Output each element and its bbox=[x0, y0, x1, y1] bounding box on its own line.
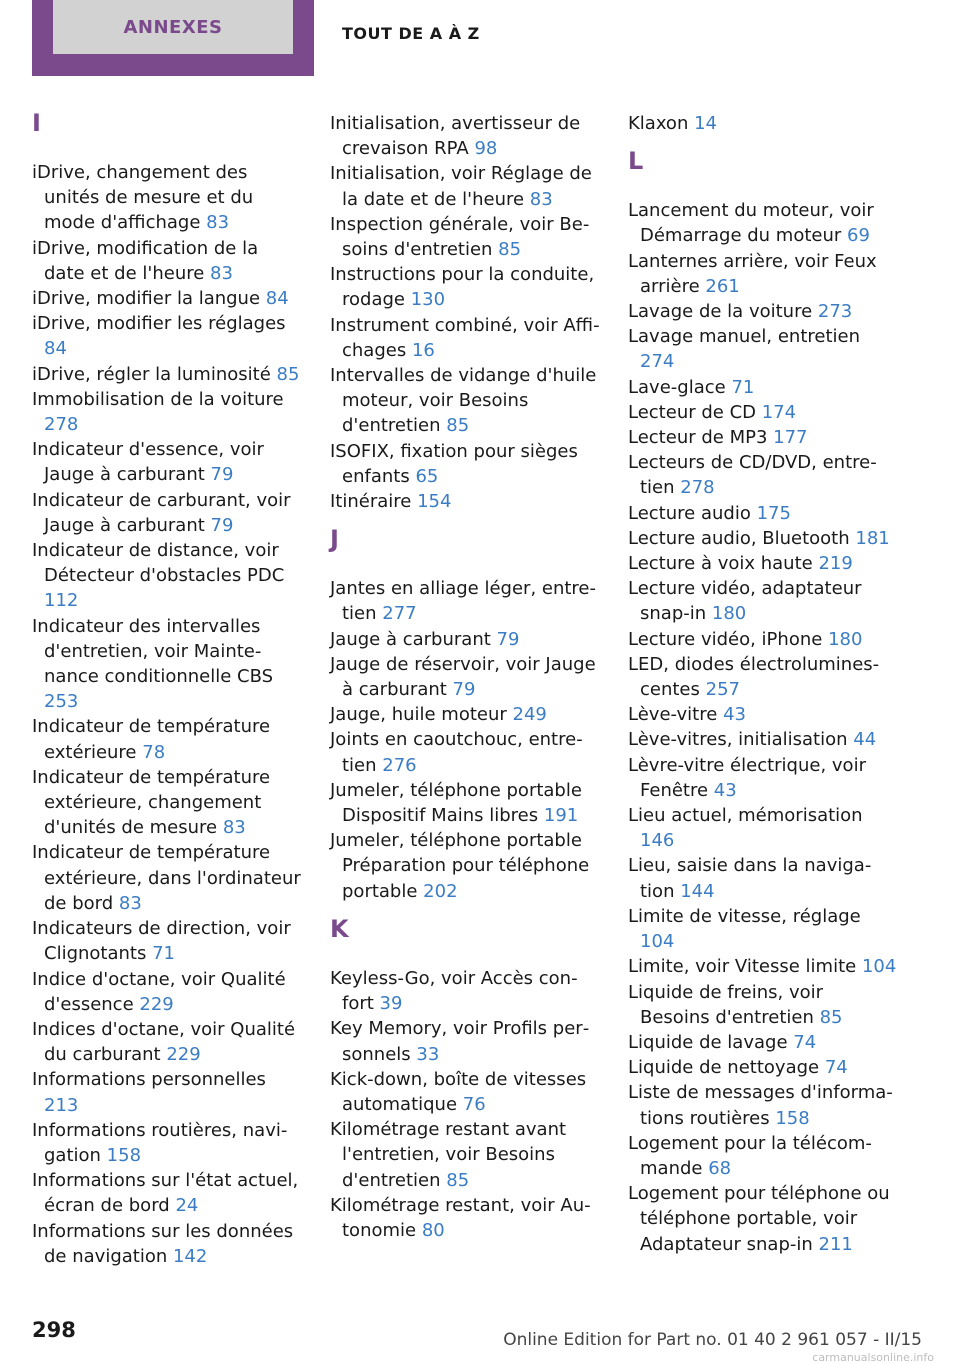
index-entry-text: Instrument combiné, voir Affichages bbox=[330, 314, 600, 361]
index-entry bbox=[330, 966, 600, 1016]
index-entry bbox=[628, 702, 898, 727]
index-entry-text: Kilométrage restant, voir Autonomie bbox=[330, 1194, 591, 1241]
index-entry-text: Jauge à carburant bbox=[330, 628, 491, 650]
index-entry bbox=[628, 111, 898, 136]
page-reference-link[interactable]: 84 bbox=[44, 338, 67, 360]
index-entry bbox=[628, 299, 898, 324]
index-entry bbox=[628, 753, 898, 803]
page-reference-link[interactable]: 39 bbox=[379, 993, 403, 1015]
index-entry-text: Indicateur de température extérieure, dans l'ordinateur de bord bbox=[32, 842, 301, 914]
index-entry bbox=[32, 1219, 302, 1269]
index-entry-text: Indicateur d'essence, voir Jauge à carburant bbox=[32, 439, 264, 486]
index-entry bbox=[628, 198, 898, 248]
index-letter-heading: L bbox=[628, 147, 644, 176]
page-reference-link[interactable]: 177 bbox=[773, 427, 808, 449]
index-entry-text: Inspection générale, voir Besoins d'entretien bbox=[330, 213, 590, 261]
index-entry-text: Lieu actuel, mémorisation bbox=[628, 805, 863, 827]
index-entry bbox=[330, 778, 600, 828]
index-entry bbox=[330, 212, 600, 262]
index-entry bbox=[32, 488, 302, 538]
index-entry bbox=[330, 702, 600, 727]
tab-annexes-label: ANNEXES bbox=[53, 0, 293, 54]
tab-annexes[interactable] bbox=[32, 0, 314, 76]
index-entry-text: Lecture vidéo, adaptateur snap-in bbox=[628, 578, 862, 625]
page-reference-link[interactable]: 104 bbox=[640, 931, 675, 953]
index-entry bbox=[628, 450, 898, 500]
index-entry bbox=[32, 160, 302, 236]
page-reference-link[interactable]: 180 bbox=[828, 628, 863, 650]
index-entry bbox=[628, 652, 898, 702]
index-entry bbox=[628, 954, 898, 979]
index-entry bbox=[32, 362, 302, 387]
index-entry-text: Lave-glace bbox=[628, 376, 726, 398]
index-entry-text: Key Memory, voir Profils personnels bbox=[330, 1018, 590, 1065]
index-entry-text: Lecture audio bbox=[628, 502, 751, 524]
page-reference-link[interactable]: 83 bbox=[210, 262, 233, 284]
index-entry-text: Jantes en alliage léger, entretien bbox=[330, 578, 597, 625]
index-entry bbox=[330, 828, 600, 904]
index-entry-text: Lavage manuel, entretien bbox=[628, 326, 861, 348]
index-entry-text: Jauge de réservoir, voir Jauge à carburant bbox=[330, 653, 596, 701]
page-reference-link[interactable]: 79 bbox=[210, 464, 234, 486]
index-entry-text: Lecteur de CD bbox=[628, 401, 756, 423]
index-entry bbox=[628, 249, 898, 299]
index-entry-text: Informations personnelles bbox=[32, 1069, 266, 1091]
index-entry bbox=[32, 1017, 302, 1067]
index-entry bbox=[32, 437, 302, 487]
index-entry bbox=[32, 286, 302, 311]
page-reference-link[interactable]: 85 bbox=[819, 1006, 843, 1028]
page-reference-link[interactable]: 14 bbox=[694, 113, 717, 134]
index-entry-text: Indicateur de carburant, voir Jauge à carburant bbox=[32, 489, 291, 536]
page-reference-link[interactable]: 85 bbox=[446, 1169, 470, 1191]
index-entry-text: Liste de messages d'informations routières bbox=[628, 1082, 893, 1129]
index-entry bbox=[330, 1016, 600, 1066]
page-reference-link[interactable]: 16 bbox=[411, 339, 435, 361]
index-entry-text: Informations sur l'état actuel, écran de bord bbox=[32, 1170, 299, 1217]
page-reference-link[interactable]: 85 bbox=[446, 415, 470, 437]
page-reference-link[interactable]: 146 bbox=[640, 830, 675, 852]
index-entry bbox=[330, 1117, 600, 1193]
page-reference-link[interactable]: 213 bbox=[44, 1094, 79, 1116]
index-entry-text: Klaxon bbox=[628, 113, 689, 134]
index-entry-text: iDrive, changement des unités de mesure et du mode d'affichage bbox=[32, 162, 254, 234]
page-reference-link[interactable]: 79 bbox=[496, 628, 520, 650]
page-reference-link[interactable]: 130 bbox=[410, 289, 446, 311]
index-entry bbox=[330, 313, 600, 363]
page-reference-link[interactable]: 229 bbox=[139, 993, 174, 1015]
page-reference-link[interactable]: 154 bbox=[417, 491, 452, 513]
index-entry-text: Indicateur de distance, voir Détecteur d'obstacles PDC bbox=[32, 540, 285, 587]
index-entry-text: Indicateur de température extérieure bbox=[32, 716, 271, 763]
index-entry bbox=[628, 526, 898, 551]
page-reference-link[interactable]: 85 bbox=[276, 363, 300, 385]
index-entry-text: Intervalles de vidange d'huile moteur, voir Besoins d'entretien bbox=[330, 365, 597, 437]
page-reference-link[interactable]: 83 bbox=[206, 212, 230, 234]
index-entry-text: Instructions pour la conduite, rodage bbox=[330, 264, 595, 311]
index-entry bbox=[628, 1030, 898, 1055]
index-entry bbox=[330, 161, 600, 211]
index-entry bbox=[628, 803, 898, 853]
page-reference-link[interactable]: 174 bbox=[761, 401, 797, 423]
index-entry bbox=[628, 727, 898, 752]
index-entry bbox=[628, 425, 898, 450]
page-reference-link[interactable]: 80 bbox=[421, 1219, 445, 1241]
page-reference-link[interactable]: 68 bbox=[708, 1157, 732, 1179]
page-reference-link[interactable]: 85 bbox=[498, 239, 522, 261]
page-reference-link[interactable]: 273 bbox=[817, 301, 853, 323]
index-entry-text: Initialisation, voir Réglage de la date et de l'heure bbox=[330, 163, 592, 210]
index-entry-text: Lecteur de MP3 bbox=[628, 427, 768, 449]
index-entry bbox=[628, 980, 898, 1030]
index-entry-text: Liquide de freins, voir Besoins d'entretien bbox=[628, 981, 824, 1028]
index-entry-text: Jauge, huile moteur bbox=[330, 704, 507, 726]
page-reference-link[interactable]: 84 bbox=[265, 288, 289, 310]
index-entry bbox=[330, 1067, 600, 1117]
index-entry-text: Liquide de lavage bbox=[628, 1031, 788, 1053]
index-entry-text: Logement pour la télécommande bbox=[628, 1132, 872, 1179]
index-entry bbox=[628, 400, 898, 425]
index-entry-text: Limite, voir Vitesse limite bbox=[628, 956, 857, 978]
page-reference-link[interactable]: 261 bbox=[705, 275, 740, 297]
index-entry bbox=[628, 627, 898, 652]
index-column-1 bbox=[32, 111, 302, 1269]
index-entry-text: iDrive, modifier les réglages bbox=[32, 313, 286, 335]
page-reference-link[interactable]: 278 bbox=[44, 414, 79, 436]
section-title: TOUT DE A À Z bbox=[342, 24, 480, 43]
page-reference-link[interactable]: 229 bbox=[166, 1044, 201, 1066]
page-reference-link[interactable]: 83 bbox=[529, 188, 553, 210]
page-reference-link[interactable]: 180 bbox=[711, 603, 747, 625]
page-reference-link[interactable]: 79 bbox=[210, 514, 234, 536]
index-entry bbox=[330, 439, 600, 489]
index-entry-text: Informations sur les données de navigation bbox=[32, 1220, 294, 1267]
index-entry-text: Indice d'octane, voir Qualité d'essence bbox=[32, 968, 286, 1015]
index-entry-text: Kick-down, boîte de vitesses automatique bbox=[330, 1068, 587, 1115]
index-entry bbox=[330, 576, 600, 626]
page-reference-link[interactable]: 249 bbox=[512, 704, 547, 726]
index-entry-text: Jumeler, téléphone portable Préparation pour téléphone portable bbox=[330, 830, 590, 902]
index-entry-text: Keyless-Go, voir Accès confort bbox=[330, 967, 578, 1015]
index-entry bbox=[32, 236, 302, 286]
index-entry-text: iDrive, modification de la date et de l'heure bbox=[32, 237, 259, 284]
index-entry-text: Initialisation, avertisseur de crevaison RPA bbox=[330, 113, 581, 160]
index-entry bbox=[628, 1181, 898, 1257]
page-reference-link[interactable]: 181 bbox=[855, 527, 890, 549]
watermark: carmanualsonline.info bbox=[812, 1351, 934, 1364]
index-entry-text: Liquide de nettoyage bbox=[628, 1057, 820, 1079]
index-entry bbox=[32, 714, 302, 764]
index-entry bbox=[330, 1193, 600, 1243]
page-reference-link[interactable]: 202 bbox=[423, 880, 458, 902]
index-column-3 bbox=[628, 111, 898, 1257]
index-entry bbox=[32, 1118, 302, 1168]
index-entry bbox=[330, 727, 600, 777]
page-reference-link[interactable]: 274 bbox=[640, 351, 675, 373]
index-entry-text: Kilométrage restant avant l'entretien, voir Besoins d'entretien bbox=[330, 1119, 567, 1191]
edition-footer: Online Edition for Part no. 01 40 2 961 057 - II/15 bbox=[503, 1330, 922, 1350]
index-entry bbox=[330, 262, 600, 312]
page-reference-link[interactable]: 69 bbox=[847, 225, 870, 247]
page-reference-link[interactable]: 83 bbox=[222, 817, 246, 839]
index-column-2 bbox=[330, 111, 600, 1243]
index-entry-text: Itinéraire bbox=[330, 491, 412, 513]
page-reference-link[interactable]: 71 bbox=[152, 943, 175, 965]
index-entry-text: Indicateurs de direction, voir Clignotants bbox=[32, 918, 291, 965]
index-entry-text: Lève-vitre bbox=[628, 704, 718, 726]
index-entry-text: Lecture audio, Bluetooth bbox=[628, 527, 850, 549]
index-entry-text: Jumeler, téléphone portable Dispositif Mains libres bbox=[330, 779, 582, 827]
index-entry-text: ISOFIX, fixation pour sièges enfants bbox=[330, 440, 578, 487]
index-entry bbox=[32, 1067, 302, 1117]
index-entry bbox=[628, 853, 898, 903]
index-entry-text: Lèvre-vitre électrique, voir Fenêtre bbox=[628, 754, 866, 801]
index-entry bbox=[330, 652, 600, 702]
index-letter-heading: I bbox=[32, 109, 41, 137]
index-entry bbox=[628, 501, 898, 526]
index-entry-text: Lieu, saisie dans la navigation bbox=[628, 855, 872, 902]
index-entry bbox=[32, 1168, 302, 1218]
page-reference-link[interactable]: 76 bbox=[462, 1093, 486, 1115]
index-entry bbox=[32, 840, 302, 916]
index-entry-text: Lancement du moteur, voir Démarrage du moteur bbox=[628, 200, 874, 247]
index-entry-text: Informations routières, navigation bbox=[32, 1119, 288, 1166]
page-reference-link[interactable]: 112 bbox=[44, 590, 79, 612]
index-entry-text: Lanternes arrière, voir Feux arrière bbox=[628, 250, 877, 297]
index-entry bbox=[32, 967, 302, 1017]
index-entry-text: Limite de vitesse, réglage bbox=[628, 905, 861, 927]
page-reference-link[interactable]: 191 bbox=[543, 805, 579, 827]
index-entry-text: Lecture à voix haute bbox=[628, 553, 813, 575]
index-entry-text: Indicateur de température extérieure, changement d'unités de mesure bbox=[32, 766, 271, 839]
index-entry-text: iDrive, modifier la langue bbox=[32, 288, 261, 310]
page-reference-link[interactable]: 43 bbox=[723, 704, 746, 726]
page-reference-link[interactable]: 158 bbox=[775, 1107, 810, 1129]
index-entry bbox=[628, 1131, 898, 1181]
page-reference-link[interactable]: 24 bbox=[175, 1195, 199, 1217]
index-entry bbox=[628, 576, 898, 626]
index-entry-text: Logement pour téléphone ou téléphone portable, voir Adaptateur snap-in bbox=[628, 1183, 890, 1255]
index-entry-text: Indices d'octane, voir Qualité du carburant bbox=[32, 1018, 296, 1066]
index-letter-heading: J bbox=[330, 525, 339, 554]
index-entry-text: LED, diodes électroluminescentes bbox=[628, 653, 880, 701]
index-entry bbox=[32, 614, 302, 715]
page-reference-link[interactable]: 33 bbox=[416, 1043, 440, 1065]
page-number: 298 bbox=[32, 1318, 76, 1342]
index-entry-text: Lève-vitres, initialisation bbox=[628, 729, 848, 751]
page-reference-link[interactable]: 278 bbox=[680, 477, 715, 499]
page-reference-link[interactable]: 211 bbox=[818, 1233, 853, 1255]
index-entry bbox=[32, 765, 302, 841]
index-entry-text: Indicateur des intervalles d'entretien, voir Maintenance conditionnelle CBS bbox=[32, 615, 274, 688]
page-reference-link[interactable]: 175 bbox=[756, 502, 791, 524]
index-entry-text: Immobilisation de la voiture bbox=[32, 388, 284, 410]
index-entry bbox=[330, 363, 600, 439]
index-entry bbox=[628, 1080, 898, 1130]
page-reference-link[interactable]: 79 bbox=[452, 679, 476, 701]
page-reference-link[interactable]: 142 bbox=[172, 1245, 208, 1267]
page-reference-link[interactable]: 276 bbox=[382, 754, 417, 776]
index-entry bbox=[32, 538, 302, 614]
index-entry bbox=[628, 904, 898, 954]
page-reference-link[interactable]: 43 bbox=[713, 779, 737, 801]
page-reference-link[interactable]: 74 bbox=[824, 1057, 848, 1079]
index-entry bbox=[32, 916, 302, 966]
page-reference-link[interactable]: 78 bbox=[142, 741, 166, 763]
page-reference-link[interactable]: 44 bbox=[853, 729, 877, 751]
index-entry-text: Lecteurs de CD/DVD, entretien bbox=[628, 452, 877, 499]
page-reference-link[interactable]: 98 bbox=[474, 138, 498, 160]
index-entry bbox=[628, 1055, 898, 1080]
index-entry-text: iDrive, régler la luminosité bbox=[32, 363, 271, 385]
index-entry-text: Lecture vidéo, iPhone bbox=[628, 628, 823, 650]
index-entry bbox=[628, 375, 898, 400]
index-letter-heading: K bbox=[330, 914, 349, 943]
page-reference-link[interactable]: 253 bbox=[44, 691, 79, 713]
page-reference-link[interactable]: 158 bbox=[106, 1144, 142, 1166]
page-reference-link[interactable]: 71 bbox=[731, 376, 755, 398]
page-reference-link[interactable]: 65 bbox=[415, 465, 439, 487]
index-entry-text: Joints en caoutchouc, entretien bbox=[330, 729, 583, 776]
index-entry bbox=[628, 324, 898, 374]
page-reference-link[interactable]: 83 bbox=[118, 892, 142, 914]
index-entry bbox=[330, 111, 600, 161]
index-entry bbox=[32, 311, 302, 361]
page-reference-link[interactable]: 144 bbox=[680, 880, 715, 902]
index-entry bbox=[330, 627, 600, 652]
index-entry bbox=[32, 387, 302, 437]
index-entry-text: Lavage de la voiture bbox=[628, 301, 813, 323]
page-reference-link[interactable]: 74 bbox=[793, 1031, 817, 1053]
page-reference-link[interactable]: 257 bbox=[705, 679, 740, 701]
page-reference-link[interactable]: 277 bbox=[382, 603, 417, 625]
index-entry bbox=[330, 489, 600, 514]
page-header bbox=[0, 0, 960, 76]
index-entry bbox=[628, 551, 898, 576]
page-reference-link[interactable]: 104 bbox=[861, 956, 897, 978]
page-reference-link[interactable]: 219 bbox=[818, 553, 853, 575]
